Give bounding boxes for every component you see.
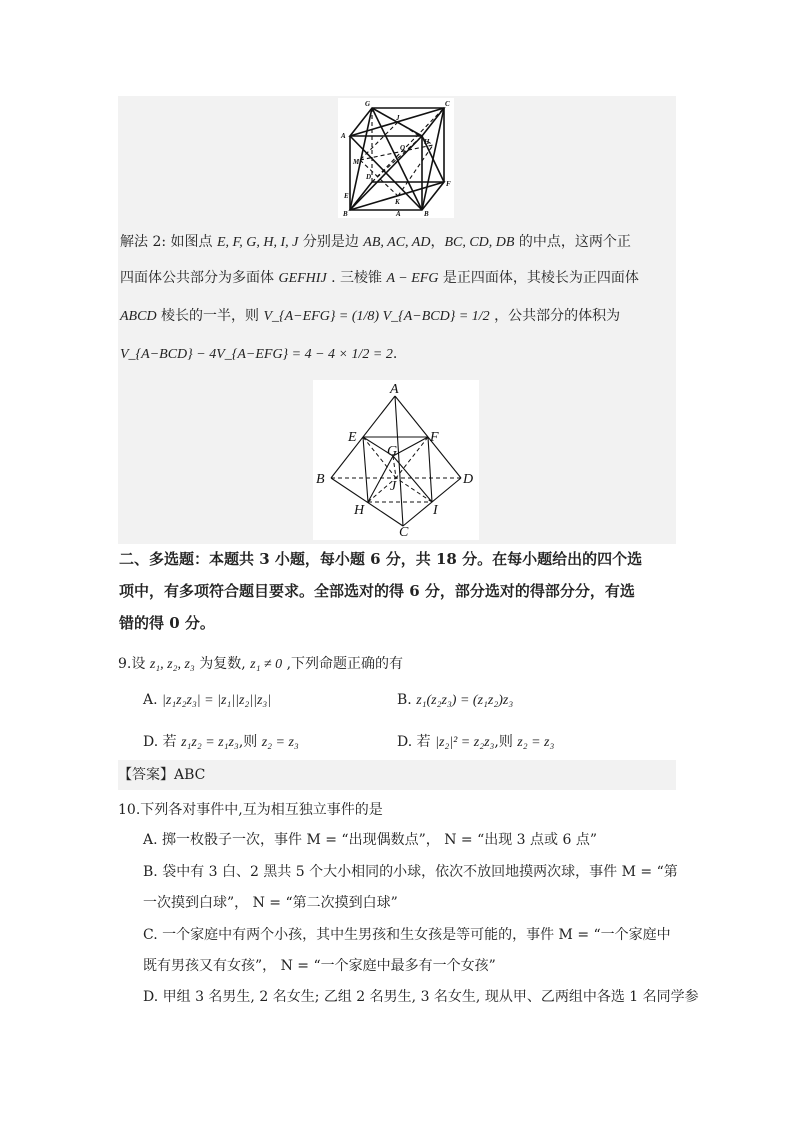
q9-option-a-label: A. (143, 692, 158, 708)
fig1-label-A: A (341, 132, 346, 140)
q10-option-d-line-1: D. 甲组 3 名男生, 2 名女生; 乙组 2 名男生, 3 名女生, 现从甲、乙两组中各选 1 名同学参 (143, 989, 699, 1005)
solution-line-1-prefix: 解法 2: 如图点 (120, 234, 213, 250)
solution-line-3-mid: 棱长的一半，则 (161, 308, 260, 324)
edges-group-1: AB, AC, AD (363, 235, 431, 250)
solution-line-1-suffix: 的中点，这两个正 (518, 234, 631, 250)
solution-line-2-prefix: 四面体公共部分为多面体 (120, 270, 274, 286)
midpoint-names: E, F, G, H, I, J (216, 235, 299, 250)
q9-prefix: 9.设 (118, 656, 146, 672)
fig1-label-K: K (395, 198, 400, 206)
q9-option-c-result: z₂ = z₃ (261, 735, 299, 750)
solution-line-3 (120, 306, 620, 327)
fig2-label-I: I (433, 503, 438, 518)
fig1-label-F: F (446, 180, 451, 188)
fig1-label-H: H (424, 138, 430, 146)
section-heading-line-3: 错的得 0 分。 (119, 614, 215, 632)
q9-option-b-label: B. (397, 692, 412, 708)
q10-option-c-line-2: 既有男孩又有女孩”， N = “一个家庭中最多有一个女孩” (143, 958, 496, 974)
q9-option-d-then: ,则 (494, 734, 513, 750)
fig1-label-M: M (353, 158, 360, 166)
solution-line-2-mid: . 三棱锥 (331, 270, 383, 286)
fig1-label-D: D (366, 173, 372, 181)
solution-line-1 (120, 232, 631, 253)
fig2-label-G: G (387, 444, 398, 459)
common-volume-formula: V_{A−BCD} − 4V_{A−EFG} = 4 − 4 × 1/2 = 2 (120, 347, 393, 362)
edges-separator: ， (430, 234, 445, 250)
tetra-abcd: ABCD (120, 309, 157, 324)
q9-option-b (397, 690, 513, 711)
fig1-label-A2: A (396, 210, 401, 218)
q10-option-c-line-1: C. 一个家庭中有两个小孩，其中生男孩和生女孩是等可能的，事件 M = “一个家庭中 (143, 927, 671, 943)
q10-stem: 10.下列各对事件中,互为相互独立事件的是 (118, 802, 383, 818)
q9-answer: 【答案】ABC (118, 767, 206, 783)
q9-option-a-formula: |z₁z₂z₃| = |z₁||z₂||z₃| (162, 693, 272, 708)
fig1-label-G: G (365, 100, 371, 108)
fig1-label-O: O (400, 144, 406, 152)
fig2-label-J: J (390, 479, 397, 494)
fig1-label-C: C (445, 100, 450, 108)
q9-option-b-formula: z₁(z₂z₃) = (z₁z₂)z₃ (416, 693, 514, 708)
q9-option-d-result: z₂ = z₃ (517, 735, 555, 750)
q9-option-c-condition: z₁z₂ = z₁z₃ (181, 735, 239, 750)
polyhedron-name: GEFHIJ (278, 271, 327, 286)
figure-cube-tetrahedra (338, 98, 454, 218)
fig2-label-C: C (399, 525, 409, 540)
q9-option-c (143, 732, 299, 753)
fig2-label-A: A (390, 382, 399, 397)
q9-option-c-then: ,则 (238, 734, 258, 750)
figure-two-tetrahedra (313, 380, 479, 540)
q9-mid: 为复数, (199, 656, 246, 672)
q10-option-b-line-2: 一次摸到白球”， N = “第二次摸到白球” (143, 895, 398, 911)
solution-line-1-mid: 分别是边 (302, 234, 359, 250)
solution-line-4 (120, 344, 397, 365)
q9-option-d-label: D. 若 (397, 734, 431, 750)
q10-option-a: A. 掷一枚骰子一次，事件 M = “出现偶数点”， N = “出现 3 点或 6 点” (143, 832, 598, 848)
q9-vars: z₁, z₂, z₃ (149, 657, 195, 672)
q9-option-a (143, 690, 271, 711)
fig2-label-H: H (354, 503, 365, 518)
q9-suffix: ,下列命题正确的有 (286, 656, 404, 672)
volume-ratio-formula: V_{A−EFG} = (1/8) V_{A−BCD} = 1/2 (263, 309, 490, 324)
q9-option-c-label: D. 若 (143, 734, 177, 750)
fig1-label-B2: B (424, 210, 429, 218)
solution-line-4-suffix: . (392, 346, 398, 362)
tetrahedron-name: A − EFG (386, 271, 439, 286)
q9-stem (118, 654, 403, 675)
fig2-label-E: E (348, 430, 357, 445)
fig2-label-B: B (316, 472, 325, 487)
section-heading-line-1: 二、多选题：本题共 3 小题，每小题 6 分，共 18 分。在每小题给出的四个选 (119, 550, 643, 568)
q9-option-d-condition: |z₂|² = z₂z₃ (435, 735, 495, 750)
fig2-label-D: D (463, 472, 474, 487)
q9-option-d (397, 732, 554, 753)
fig2-label-F: F (430, 430, 439, 445)
edges-group-2: BC, CD, DB (444, 235, 515, 250)
solution-line-2-suffix: 是正四面体，其棱长为正四面体 (442, 270, 639, 286)
solution-line-3-suffix: ，公共部分的体积为 (494, 308, 621, 324)
solution-line-2 (120, 268, 639, 289)
fig1-label-B: B (343, 210, 348, 218)
q10-option-b-line-1: B. 袋中有 3 白、2 黑共 5 个大小相同的小球，依次不放回地摸两次球，事件 M = “第 (143, 864, 678, 880)
q9-condition: z₁ ≠ 0 (250, 657, 283, 672)
section-heading-line-2: 项中，有多项符合题目要求。全部选对的得 6 分，部分选对的得部分分，有选 (119, 582, 635, 600)
fig1-label-E: E (344, 192, 349, 200)
fig1-label-J: J (396, 114, 400, 122)
